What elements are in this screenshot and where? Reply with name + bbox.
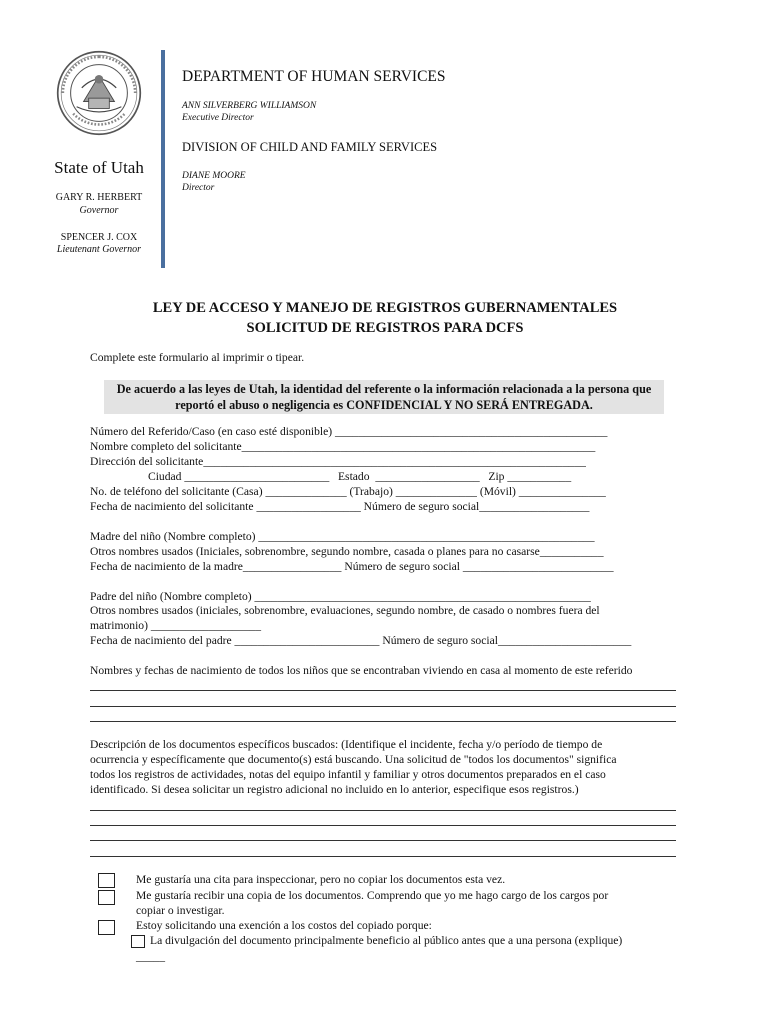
description-blank-line[interactable]	[90, 840, 676, 841]
description-blank-line[interactable]	[90, 825, 676, 826]
executive-director-title: Executive Director	[182, 113, 254, 123]
children-blank-line[interactable]	[90, 721, 676, 722]
waiver-checkbox[interactable]	[98, 920, 115, 935]
header-divider	[161, 50, 165, 268]
executive-director-name: ANN SILVERBERG WILLIAMSON	[182, 101, 317, 111]
description-blank-line[interactable]	[90, 810, 676, 811]
father-other-names-field[interactable]: Otros nombres usados (iniciales, sobrenombre, evaluaciones, segundo nombre, de casado o nombres fuera del	[90, 604, 600, 617]
description-line: identificado. Si desea solicitar un registro adicional no incluido en lo anterior, especifique esos registros.)	[90, 783, 579, 796]
public-benefit-label: La divulgación del documento principalmente beneficio al público antes que a una persona (explique)	[150, 934, 623, 947]
public-benefit-checkbox[interactable]	[131, 935, 145, 948]
director-title: Director	[182, 183, 215, 193]
utah-state-seal-icon	[56, 50, 142, 136]
case-number-field[interactable]: Número del Referido/Caso (en caso esté disponible) _______________________________________________	[90, 425, 608, 438]
requester-dob-ssn-field[interactable]: Fecha de nacimiento del solicitante __________________ Número de seguro social___________________	[90, 500, 590, 513]
mother-dob-ssn-field[interactable]: Fecha de nacimiento de la madre_________________ Número de seguro social __________________________	[90, 560, 614, 573]
inspect-option-label: Me gustaría una cita para inspeccionar, pero no copiar los documentos esta vez.	[136, 873, 506, 886]
description-line: Descripción de los documentos específicos buscados: (Identifique el incidente, fecha y/o período de tiempo de	[90, 738, 603, 751]
inspect-checkbox[interactable]	[98, 873, 115, 888]
father-dob-ssn-field[interactable]: Fecha de nacimiento del padre _________________________ Número de seguro social_______________________	[90, 634, 632, 647]
confidentiality-notice	[104, 380, 664, 414]
state-name: State of Utah	[54, 158, 144, 177]
father-name-field[interactable]: Padre del niño (Nombre completo) __________________________________________________________	[90, 590, 591, 603]
description-blank-line[interactable]	[90, 856, 676, 857]
notice-line2: reportó el abuso o negligencia es CONFIDENCIAL Y NO SERÁ ENTREGADA.	[175, 398, 593, 412]
lt-governor-name: SPENCER J. COX	[60, 232, 138, 243]
governor-title: Governor	[79, 205, 119, 216]
director-name: DIANE MOORE	[182, 171, 246, 181]
department-name: DEPARTMENT OF HUMAN SERVICES	[182, 68, 446, 85]
requester-phone-field[interactable]: No. de teléfono del solicitante (Casa) ______________ (Trabajo) ______________ (Móvil) _______________	[90, 485, 606, 498]
description-line: todos los registros de actividades, notas del equipo infantil y familiar y otros documentos preparados en el caso	[90, 768, 606, 781]
children-blank-line[interactable]	[90, 690, 676, 691]
form-title-line1: LEY DE ACCESO Y MANEJO DE REGISTROS GUBERNAMENTALES	[152, 300, 618, 316]
children-blank-line[interactable]	[90, 706, 676, 707]
copy-option-label-continued: copiar o investigar.	[136, 904, 225, 917]
division-name: DIVISION OF CHILD AND FAMILY SERVICES	[182, 140, 438, 154]
mother-name-field[interactable]: Madre del niño (Nombre completo) __________________________________________________________	[90, 530, 595, 543]
public-benefit-blank[interactable]: _____	[136, 950, 165, 963]
instructions: Complete este formulario al imprimir o tipear.	[90, 351, 305, 364]
description-line: ocurrencia y específicamente que documento(s) está buscando. Una solicitud de "todos los documentos" significa	[90, 753, 617, 766]
requester-name-field[interactable]: Nombre completo del solicitante_____________________________________________________________	[90, 440, 596, 453]
form-title-line2: SOLICITUD DE REGISTROS PARA DCFS	[246, 320, 524, 336]
copy-checkbox[interactable]	[98, 890, 115, 905]
children-label: Nombres y fechas de nacimiento de todos los niños que se encontraban viviendo en casa al momento de este referido	[90, 664, 633, 677]
requester-address-field[interactable]: Dirección del solicitante__________________________________________________________________	[90, 455, 586, 468]
lt-governor-title: Lieutenant Governor	[56, 244, 142, 255]
mother-other-names-field[interactable]: Otros nombres usados (Iniciales, sobrenombre, segundo nombre, casada o planes para no casarse___________	[90, 545, 604, 558]
notice-line1: De acuerdo a las leyes de Utah, la identidad del referente o la información relacionada a la persona que	[116, 382, 652, 396]
father-other-names-continued[interactable]: matrimonio) ___________________	[90, 619, 261, 632]
copy-option-label: Me gustaría recibir una copia de los documentos. Comprendo que yo me hago cargo de los cargos por	[136, 889, 609, 902]
waiver-option-label: Estoy solicitando una exención a los costos del copiado porque:	[136, 919, 432, 932]
governor-name: GARY R. HERBERT	[55, 192, 143, 203]
city-state-zip-field[interactable]: Ciudad _________________________ Estado __________________ Zip ___________	[90, 470, 572, 483]
